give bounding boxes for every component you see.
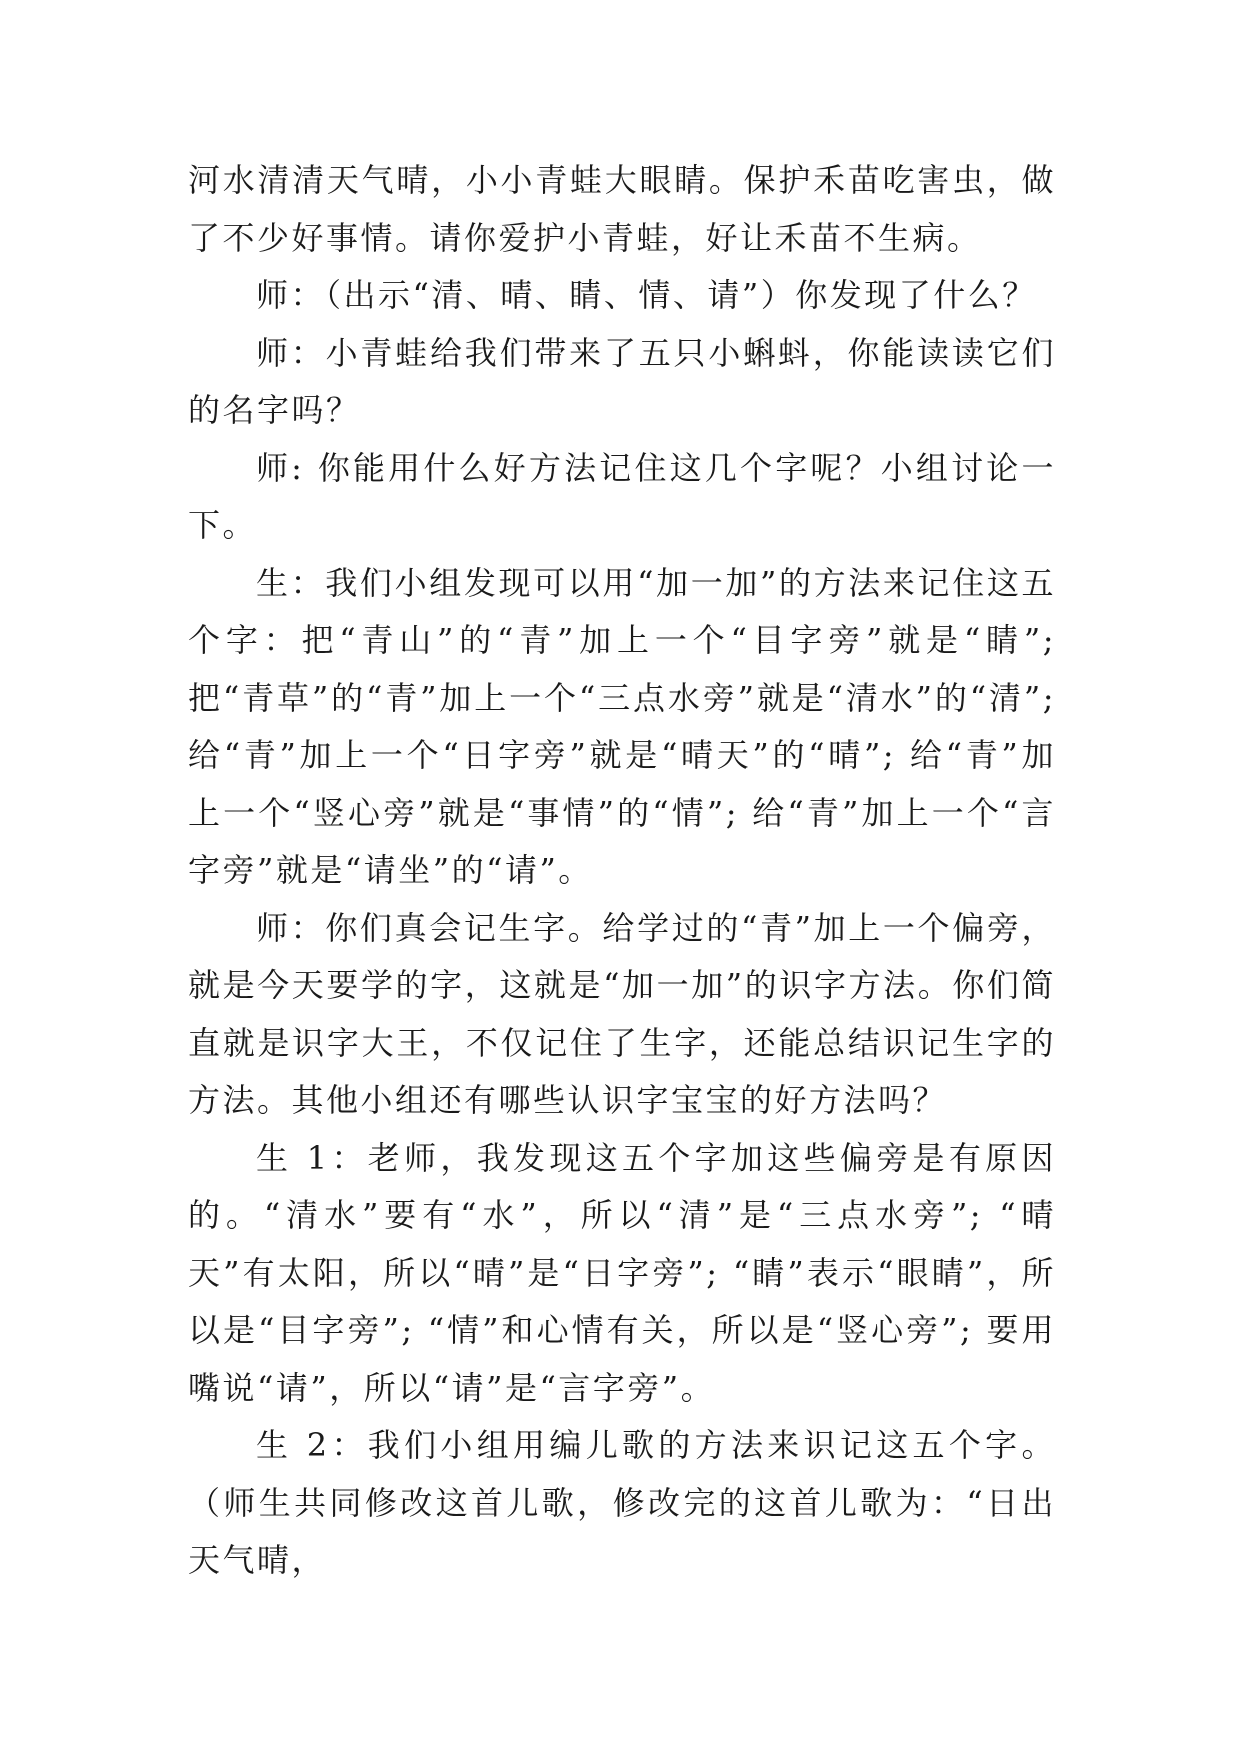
teacher-question-paragraph: 师：（出示“清、晴、睛、情、请”）你发现了什么？ <box>256 276 1037 314</box>
student-2-paragraph: 生 2：我们小组用编儿歌的方法来识记这五个字。（师生共同修改这首儿歌，修改完的这首儿歌为：“日出天气晴， <box>188 1426 1056 1579</box>
poem-paragraph: 河水清清天气晴，小小青蛙大眼睛。保护禾苗吃害虫，做了不少好事情。请你爱护小青蛙，好让禾苗不生病。 <box>188 161 1056 257</box>
teacher-tadpole-paragraph: 师：小青蛙给我们带来了五只小蝌蚪，你能读读它们的名字吗？ <box>188 333 1056 429</box>
document-body <box>188 152 1056 1590</box>
student-1-paragraph: 生 1：老师，我发现这五个字加这些偏旁是有原因的。“清水”要有“水”，所以“清”是“三点水旁”; “晴天”有太阳，所以“晴”是“日字旁”; “睛”表示“眼睛”，所以是“目字旁”; “情”和心情有关，所以是“竖心旁”; 要用嘴说“请”，所以“请”是“言字旁”。 <box>188 1138 1056 1407</box>
teacher-method-paragraph: 师: 你能用什么好方法记住这几个字呢？小组讨论一下。 <box>188 448 1056 544</box>
student-add-method-paragraph: 生：我们小组发现可以用“加一加”的方法来记住这五个字：把“青山”的“青”加上一个“目字旁”就是“睛”; 把“青草”的“青”加上一个“三点水旁”就是“清水”的“清”; 给“青”加上一个“日字旁”就是“晴天”的“晴”; 给“青”加上一个“竖心旁”就是“事情”的“情”; 给“青”加上一个“言字旁”就是“请坐”的“请”。 <box>188 563 1056 889</box>
teacher-praise-paragraph: 师：你们真会记生字。给学过的“青”加上一个偏旁，就是今天要学的字，这就是“加一加”的识字方法。你们简直就是识字大王，不仅记住了生字，还能总结识记生字的方法。其他小组还有哪些认识字宝宝的好方法吗？ <box>188 908 1056 1119</box>
